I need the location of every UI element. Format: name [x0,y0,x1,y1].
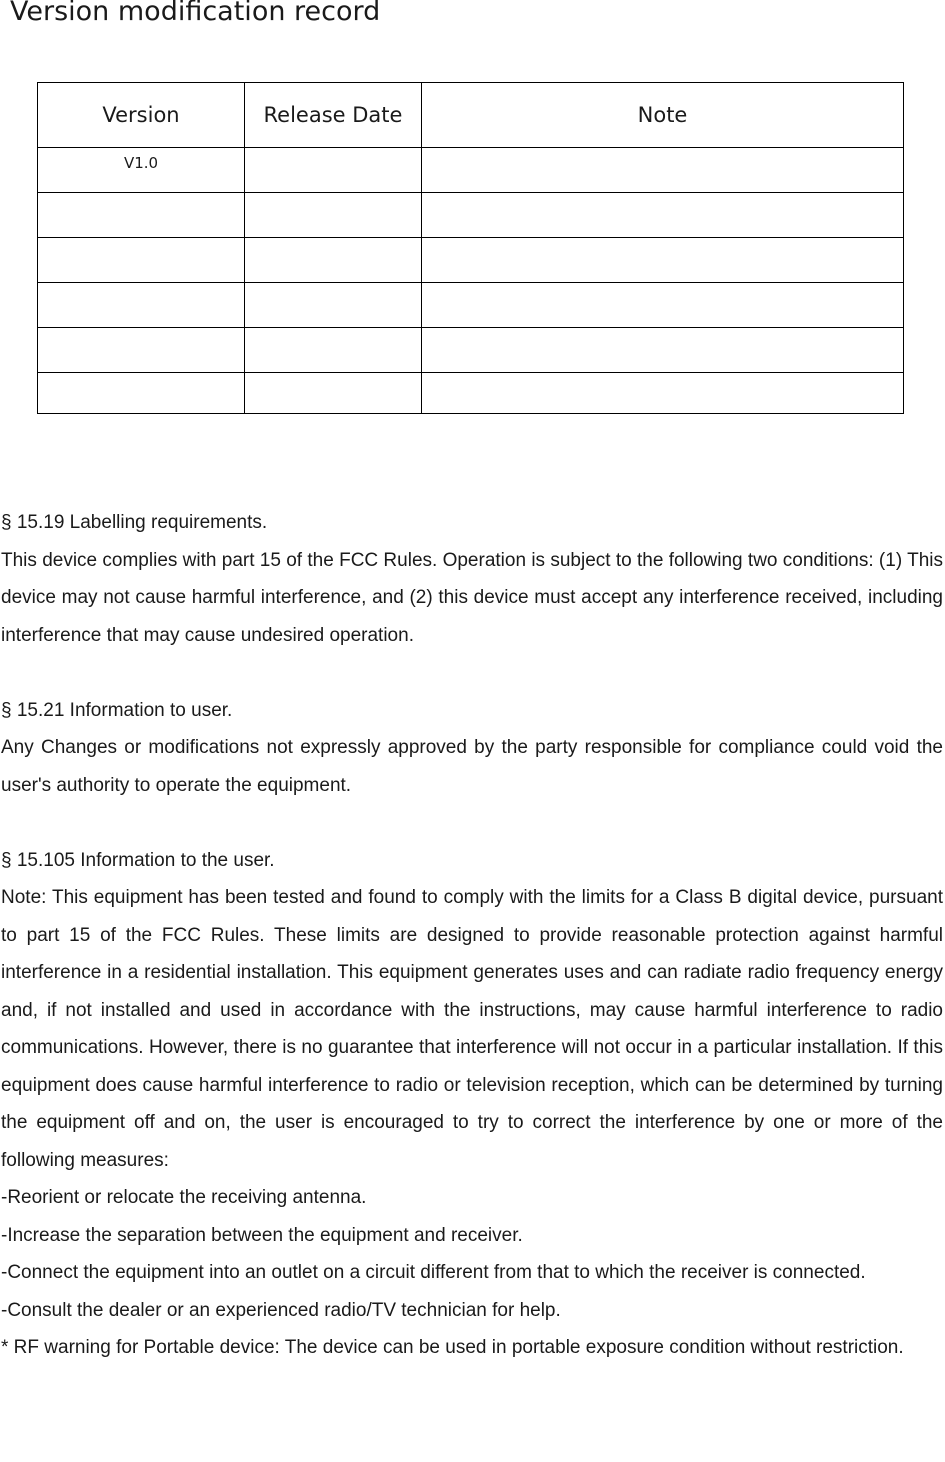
rf-warning: * RF warning for Portable device: The device can be used in portable exposure condition without restriction. [1,1337,904,1358]
column-header-note: Note [422,83,904,148]
cell-note [422,328,904,373]
cell-version [38,373,245,414]
section-heading-15-19: § 15.19 Labelling requirements. [1,512,268,533]
cell-note [422,283,904,328]
version-record-table [37,82,904,414]
cell-note [422,238,904,283]
paragraph-spacer [1,804,943,842]
measure-item: -Connect the equipment into an outlet on a circuit different from that to which the receiver is connected. [1,1262,866,1283]
section-body-15-105: Note: This equipment has been tested and found to comply with the limits for a Class B digital device, pursuant to part 15 of the FCC Rules. These limits are designed to provide reasonable protection against harmful interference in a residential installation. This equipment generates uses and can radiate radio frequency energy and, if not installed and used in accordance with the instructions, may cause harmful interference to radio communications. However, there is no guarantee that interference will not occur in a particular installation. If this equipment does cause harmful interference to radio or television reception, which can be determined by turning the equipment off and on, the user is encouraged to try to correct the interference by one or more of the following measures: [1,887,943,1171]
cell-version [38,193,245,238]
measure-item: -Increase the separation between the equipment and receiver. [1,1224,523,1246]
column-header-release-date: Release Date [245,83,422,148]
cell-version [38,283,245,328]
table-row [38,283,904,328]
section-heading-15-105: § 15.105 Information to the user. [1,849,275,871]
cell-release-date [245,238,422,283]
table-row [38,328,904,373]
measure-item: -Reorient or relocate the receiving antenna. [1,1187,367,1208]
column-header-version: Version [38,83,245,148]
table-row [38,238,904,283]
cell-note [422,373,904,414]
section-body-15-19: This device complies with part 15 of the FCC Rules. Operation is subject to the following two conditions: (1) This device may not cause harmful interference, and (2) this device must accept any interference received, including interference that may cause undesired operation. [1,549,943,646]
cell-release-date [245,283,422,328]
cell-note [422,148,904,193]
section-body-15-21: Any Changes or modifications not expressly approved by the party responsible for compliance could void the user's authority to operate the equipment. [1,737,943,796]
cell-version [38,328,245,373]
section-heading-15-21: § 15.21 Information to user. [1,699,233,721]
table-row [38,148,904,193]
paragraph-spacer [1,654,943,692]
cell-release-date [245,328,422,373]
fcc-statement [1,504,943,1367]
cell-version: V1.0 [38,148,245,193]
cell-note [422,193,904,238]
table-header-row [38,83,904,148]
cell-version [38,238,245,283]
table-row [38,193,904,238]
table-row [38,373,904,414]
cell-release-date [245,373,422,414]
page-title: Version modification record [10,0,381,27]
measure-item: -Consult the dealer or an experienced radio/TV technician for help. [1,1299,561,1321]
cell-release-date [245,193,422,238]
cell-release-date [245,148,422,193]
